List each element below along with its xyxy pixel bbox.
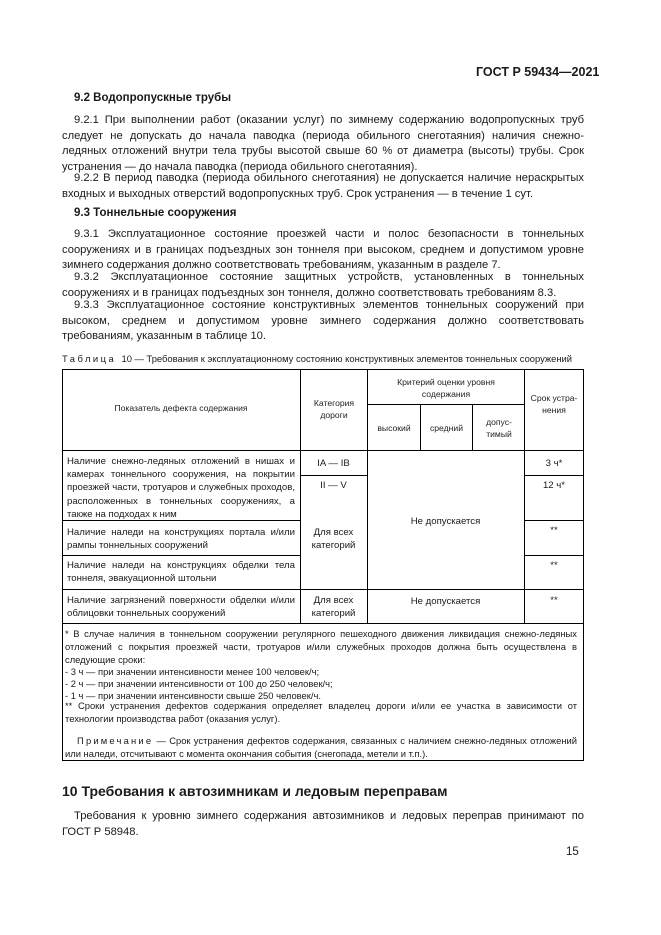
row3-term: ** — [550, 560, 558, 571]
footnote-1-item-c: - 1 ч — при значении интенсивности свыше 250 человек/ч. — [65, 690, 321, 701]
row4-level: Не допускается — [410, 596, 481, 607]
table-rule — [300, 475, 367, 476]
table-rule — [524, 555, 584, 556]
table-rule — [524, 520, 584, 521]
paragraph-9-3-3 — [62, 298, 584, 345]
row2-term: ** — [550, 525, 558, 536]
table-rule — [472, 404, 473, 450]
footnote-2: ** Сроки устранения дефектов содержания определяет владелец дороги и/или ее участка в зависимости от технологии производства работ (оказания услуг). — [65, 700, 577, 724]
header-category: Категория дороги — [313, 398, 355, 420]
header-term: Срок устра-нения — [530, 393, 578, 415]
paragraph-9-3-2-text: 9.3.2 Эксплуатационное состояние защитных устройств, установленных в тоннельных сооружениях и в границах подъездных зон тоннеля, должно соответствовать требованиям 8.3. — [62, 271, 584, 299]
row1-category-a: IA — IB — [317, 458, 350, 469]
table-rule — [62, 623, 584, 624]
page-number: 15 — [566, 846, 579, 858]
table-note-word: Примечание — [77, 735, 154, 746]
merged-level-not-allowed: Не допускается — [410, 516, 481, 527]
standard-number: ГОСТ Р 59434—2021 — [476, 65, 600, 79]
paragraph-9-3-1 — [62, 227, 584, 274]
footnote-1-item-a: - 3 ч — при значении интенсивности менее 100 человек/ч; — [65, 666, 320, 677]
table-caption-word: Таблица — [62, 353, 117, 364]
row4-category: Для всех категорий — [311, 595, 356, 620]
row1-term-b: 12 ч* — [542, 480, 566, 491]
paragraph-9-3-2 — [62, 270, 584, 301]
table-rule — [367, 369, 368, 623]
paragraph-9-2-2 — [62, 171, 584, 202]
section-9-3-title: 9.3 Тоннельные сооружения — [74, 207, 237, 219]
header-criterion: Критерий оценки уровня содержания — [397, 377, 495, 399]
paragraph-9-3-3-text: 9.3.3 Эксплуатационное состояние конструктивных элементов тоннельных сооружений при высоком, среднем и допустимом уровне зимнего содержания должно соответствовать требованиям, указанным в таблице 10. — [62, 299, 584, 343]
row4-term: ** — [550, 595, 558, 606]
paragraph-9-2-2-text: 9.2.2 В период паводка (периода обильного снеготаяния) не допускается наличие нераскрытых входных и выходных отверстий водопропускных труб. Срок устранения — в течение 1 сут. — [62, 172, 584, 200]
footnote-1: * В случае наличия в тоннельном сооружении регулярного пешеходного движения ликвидация снежно-ледяных отложений с покрытия проезжей части, тротуаров и/или служебных проходов должна быть осуществлена в следующие сроки: — [65, 628, 577, 665]
table-caption-text: 10 — Требования к эксплуатационному состоянию конструктивных элементов тоннельных сооружений — [121, 353, 573, 364]
table-note — [65, 735, 577, 761]
paragraph-10 — [62, 809, 584, 840]
paragraph-9-2-1-text: 9.2.1 При выполнении работ (оказании услуг) по зимнему содержанию водопропускных труб следует не допускать до начала паводка (периода обильного снеготаяния) наличия снежно-ледяных отложений внутри тела трубы высотой свыше 60 % от диаметра (высоты) трубы. Срок устранения — до начала паводка (периода обильного снеготаяния). — [62, 114, 584, 173]
row4-defect: Наличие загрязнений поверхности обделки и/или облицовки тоннельных сооружений — [67, 595, 295, 620]
paragraph-9-3-1-text: 9.3.1 Эксплуатационное состояние проезжей части и полос безопасности в тоннельных сооружениях и в границах подъездных зон тоннеля при высоком, среднем и допустимом уровне зимнего содержания должно соответствовать требованиям, указанным в разделе 7. — [62, 228, 584, 272]
section-9-2-title: 9.2 Водопропускные трубы — [74, 92, 232, 104]
table-note-text: — Срок устранения дефектов содержания, связанных с наличием снежно-ледяных отложений или наледи, отсчитывают с момента окончания события (снегопада, метели и т.п.). — [65, 735, 577, 759]
row2-defect: Наличие наледи на конструкциях портала и/или рампы тоннельных сооружений — [67, 527, 295, 552]
footnote-1-item-b: - 2 ч — при значении интенсивности от 100 до 250 человек/ч; — [65, 678, 333, 689]
section-10-title: 10 Требования к автозимникам и ледовым переправам — [62, 783, 448, 799]
table-rule — [62, 555, 300, 556]
table-rule — [62, 589, 584, 590]
row1-term-a: 3 ч* — [545, 458, 563, 469]
header-defect: Показатель дефекта содержания — [114, 403, 248, 413]
table-rule — [300, 369, 301, 623]
header-level-high: высокий — [377, 423, 411, 433]
row3-defect: Наличие наледи на конструкциях обделки тела тоннеля, эвакуационной штольни — [67, 560, 295, 585]
paragraph-10-text: Требования к уровню зимнего содержания автозимников и ледовых переправ принимают по ГОСТ Р 58948. — [62, 810, 584, 838]
table-rule — [367, 404, 524, 405]
table-rule — [524, 475, 584, 476]
table-rule — [62, 450, 584, 451]
header-level-acceptable: допус-тимый — [486, 417, 512, 439]
table-rule — [524, 369, 525, 623]
row1-defect: Наличие снежно-ледяных отложений в нишах и камерах тоннельного сооружения, на покрытии проезжей части, тротуаров и служебных проходов, расположенных в тоннельных сооружениях, а также на подходах к ним — [67, 456, 295, 520]
header-level-medium: средний — [429, 423, 464, 433]
row2-category: Для всех категорий — [311, 527, 356, 552]
paragraph-9-2-1 — [62, 113, 584, 175]
row1-category-b: II — V — [320, 480, 347, 491]
table-caption — [62, 353, 572, 364]
